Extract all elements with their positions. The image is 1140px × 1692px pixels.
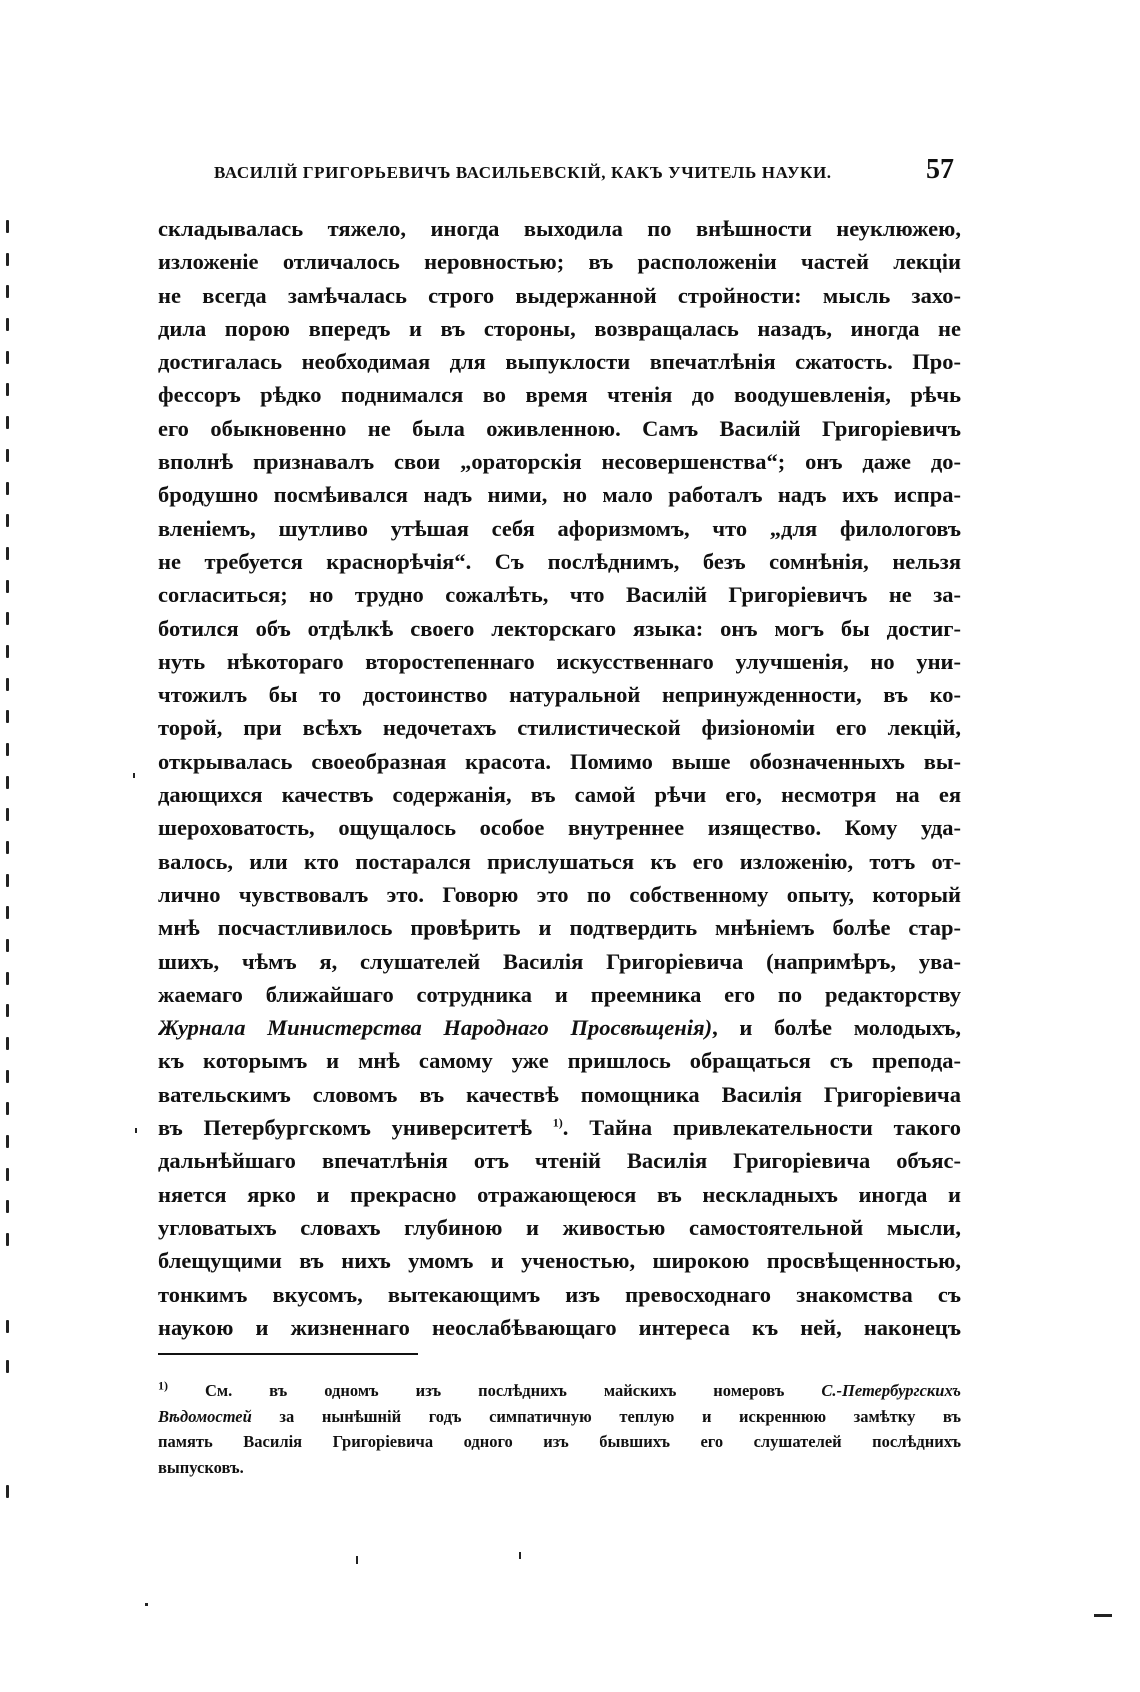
footnote-italic-title: С.-Петербургскихъ	[821, 1381, 961, 1400]
scan-margin-artifacts	[4, 220, 14, 1500]
footnote-line	[158, 1404, 961, 1430]
scan-speck	[145, 1603, 148, 1606]
journal-title: Журнала Министерства Народнаго Просвѣщенія)	[158, 1015, 713, 1041]
text-line: его обыкновенно не была оживленною. Самъ Василій Григоріевичъ	[158, 415, 961, 441]
footnote-divider	[158, 1353, 418, 1355]
text-line: изложеніе отличалось неровностью; въ расположеніи частей лекціи	[158, 249, 961, 275]
text-line: къ которымъ и мнѣ самому уже пришлось обращаться съ препода-	[158, 1048, 961, 1074]
scan-speck	[519, 1552, 521, 1559]
text-fragment: въ Петербургскомъ университетѣ	[158, 1115, 532, 1141]
scan-speck	[356, 1556, 358, 1564]
text-line: торой, при всѣхъ недочетахъ стилистической физіономіи его лекцій,	[158, 715, 961, 741]
scan-speck	[133, 773, 135, 778]
footnote-text: См. въ одномъ изъ послѣднихъ майскихъ номеровъ	[168, 1381, 822, 1400]
text-fragment: . Тайна привлекательности такого	[562, 1115, 961, 1141]
scan-speck	[135, 1128, 137, 1133]
body-text	[158, 212, 961, 1344]
footnote-line: выпусковъ.	[158, 1457, 244, 1477]
text-line: не всегда замѣчалась строго выдержанной стройности: мысль захо-	[158, 282, 961, 308]
text-line: дающихся качествъ содержанія, въ самой рѣчи его, несмотря на ея	[158, 782, 961, 808]
text-line: согласиться; но трудно сожалѣть, что Василій Григоріевичъ не за-	[158, 582, 961, 608]
footnote-italic-title: Вѣдомостей	[158, 1406, 252, 1426]
text-fragment: , и болѣе молодыхъ,	[712, 1015, 961, 1041]
footnote-text: за нынѣшній годъ симпатичную теплую и искреннюю замѣтку въ	[251, 1406, 961, 1426]
text-line: шероховатость, ощущалось особое внутреннее изящество. Кому уда-	[158, 815, 961, 841]
text-line: блещущими въ нихъ умомъ и ученостью, широкою просвѣщенностью,	[158, 1248, 961, 1274]
text-line: вполнѣ признавалъ свои „ораторскія несовершенства“; онъ даже до-	[158, 449, 961, 475]
text-line: шихъ, чѣмъ я, слушателей Василія Григоріевича (напримѣръ, ува-	[158, 948, 961, 974]
text-line: лично чувствовалъ это. Говорю это по собственному опыту, который	[158, 881, 961, 907]
text-line: достигалась необходимая для выпуклости впечатлѣнія сжатость. Про-	[158, 349, 961, 375]
running-head	[214, 154, 954, 194]
text-line: ботился объ отдѣлкѣ своего лекторскаго языка: онъ могъ бы достиг-	[158, 615, 961, 641]
text-line: наукою и жизненнаго неослабѣвающаго интереса къ ней, наконецъ	[158, 1314, 961, 1340]
scan-speck	[1094, 1614, 1112, 1617]
text-line: нуть нѣкотораго второстепеннаго искусственнаго улучшенія, но уни-	[158, 648, 961, 674]
running-title: ВАСИЛІЙ ГРИГОРЬЕВИЧЪ ВАСИЛЬЕВСКІЙ, КАКЪ УЧИТЕЛЬ НАУКИ.	[214, 163, 832, 182]
text-line: открывалась своеобразная красота. Помимо выше обозначенныхъ вы-	[158, 748, 961, 774]
text-line: складывалась тяжело, иногда выходила по внѣшности неуклюжею,	[158, 216, 961, 241]
footnote-reference[interactable]: 1)	[552, 1115, 563, 1130]
text-line: дальнѣйшаго впечатлѣнія отъ чтеній Василія Григоріевича объяс-	[158, 1148, 961, 1174]
text-line-with-footnote-ref	[158, 1111, 961, 1144]
text-line: бродушно посмѣивался надъ ними, но мало работалъ надъ ихъ испра-	[158, 482, 961, 508]
text-line: угловатыхъ словахъ глубиною и живостью самостоятельной мысли,	[158, 1214, 961, 1240]
footnote-marker: 1)	[158, 1378, 168, 1393]
text-line: жаемаго ближайшаго сотрудника и преемника его по редакторству	[158, 981, 961, 1007]
footnote	[158, 1378, 961, 1480]
text-line-with-journal-title	[158, 1011, 961, 1044]
text-line: фессоръ рѣдко поднимался во время чтенія до воодушевленія, рѣчь	[158, 382, 961, 408]
text-line: валось, или кто постарался прислушаться къ его изложенію, тотъ от-	[158, 848, 961, 874]
footnote-line	[158, 1378, 961, 1404]
text-line: дила порою впередъ и въ стороны, возвращалась назадъ, иногда не	[158, 315, 961, 341]
footnote-line: память Василія Григоріевича одного изъ бывшихъ его слушателей послѣднихъ	[158, 1432, 961, 1451]
text-line: не требуется краснорѣчія“. Съ послѣднимъ, безъ сомнѣнія, нельзя	[158, 548, 961, 574]
page-number: 57	[926, 154, 954, 185]
text-line: вательскимъ словомъ въ качествѣ помощника Василія Григоріевича	[158, 1081, 961, 1107]
text-line: мнѣ посчастливилось провѣрить и подтвердить мнѣніемъ болѣе стар-	[158, 915, 961, 941]
text-line: няется ярко и прекрасно отражающеюся въ нескладныхъ иногда и	[158, 1181, 961, 1207]
text-line: чтожилъ бы то достоинство натуральной непринужденности, въ ко-	[158, 682, 961, 708]
text-line: тонкимъ вкусомъ, вытекающимъ изъ превосходнаго знакомства съ	[158, 1281, 961, 1307]
text-line: вленіемъ, шутливо утѣшая себя афоризмомъ, что „для филологовъ	[158, 515, 961, 541]
